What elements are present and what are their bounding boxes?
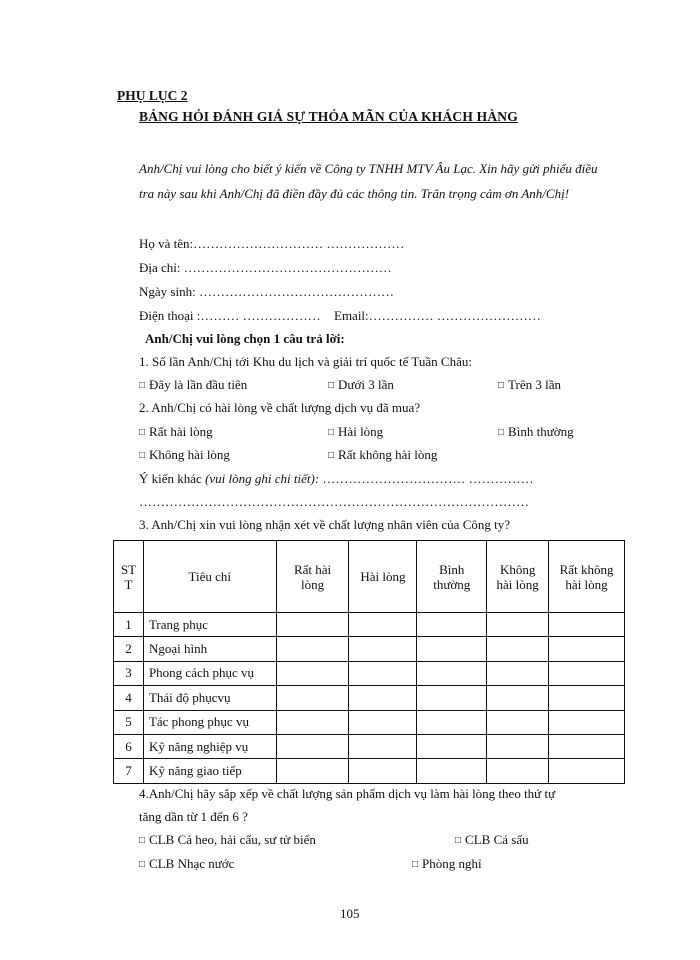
rating-cell[interactable] xyxy=(417,686,487,710)
header-not-satisfied: Không hài lòng xyxy=(487,541,549,613)
rating-cell[interactable] xyxy=(349,686,417,710)
checkbox-icon: □ xyxy=(139,380,146,391)
row-number: 7 xyxy=(114,759,144,783)
rating-cell[interactable] xyxy=(349,734,417,758)
rating-cell[interactable] xyxy=(417,637,487,661)
row-number: 6 xyxy=(114,734,144,758)
checkbox-icon: □ xyxy=(328,380,335,391)
header-normal: Bình thường xyxy=(417,541,487,613)
rating-cell[interactable] xyxy=(549,710,625,734)
option-label: Trên 3 lần xyxy=(508,377,562,392)
table-row xyxy=(114,661,625,685)
q1-option-under-3[interactable] xyxy=(328,377,394,395)
rating-cell[interactable] xyxy=(276,613,349,637)
phone-field[interactable]: Điện thoại :……… ……………… xyxy=(139,308,321,323)
table-row xyxy=(114,710,625,734)
question-3-text: 3. Anh/Chị xin vui lòng nhận xét về chất lượng nhân viên của Công ty? xyxy=(139,517,511,532)
checkbox-icon: □ xyxy=(455,835,462,846)
rating-cell[interactable] xyxy=(349,710,417,734)
option-label: Rất không hài lòng xyxy=(338,447,438,462)
row-criteria: Kỹ năng nghiệp vụ xyxy=(143,734,276,758)
rating-cell[interactable] xyxy=(549,734,625,758)
rating-cell[interactable] xyxy=(349,759,417,783)
option-label: Bình thường xyxy=(508,424,574,439)
rating-cell[interactable] xyxy=(349,637,417,661)
intro-paragraph: Anh/Chị vui lòng cho biết ý kiến về Công ty TNHH MTV Âu Lạc. Xin hãy gửi phiếu điều tra này sau khi Anh/Chị đã điền đầy đủ các thông tin. Trân trọng cảm ơn Anh/Chị! xyxy=(139,161,598,201)
q2-other-opinion-line-2[interactable]: ……………………………………………………………………………… xyxy=(139,494,529,509)
row-number: 4 xyxy=(114,686,144,710)
other-hint: (vui lòng ghi chi tiết): xyxy=(205,471,320,486)
row-criteria: Trang phục xyxy=(143,613,276,637)
row-number: 5 xyxy=(114,710,144,734)
row-criteria: Tác phong phục vụ xyxy=(143,710,276,734)
question-2-text: 2. Anh/Chị có hài lòng về chất lượng dịch vụ đã mua? xyxy=(139,400,421,415)
rating-cell[interactable] xyxy=(276,710,349,734)
address-field[interactable]: Địa chỉ: ………………………………………… xyxy=(139,260,392,275)
row-number: 1 xyxy=(114,613,144,637)
rating-cell[interactable] xyxy=(487,661,549,685)
row-criteria: Kỹ năng giao tiếp xyxy=(143,759,276,783)
checkbox-icon: □ xyxy=(139,450,146,461)
question-1-text: 1. Số lần Anh/Chị tới Khu du lịch và giải trí quốc tế Tuần Châu: xyxy=(139,354,472,369)
rating-cell[interactable] xyxy=(549,759,625,783)
rating-cell[interactable] xyxy=(549,661,625,685)
q4-option-dolphin-club[interactable] xyxy=(139,832,316,850)
q1-option-over-3[interactable] xyxy=(498,377,561,395)
header-stt: ST T xyxy=(114,541,144,613)
rating-cell[interactable] xyxy=(276,686,349,710)
option-label: Dưới 3 lần xyxy=(338,377,394,392)
rating-cell[interactable] xyxy=(487,734,549,758)
option-label: Phòng nghỉ xyxy=(422,856,482,871)
option-label: CLB Nhạc nước xyxy=(149,856,235,871)
form-title: BẢNG HỎI ĐÁNH GIÁ SỰ THỎA MÃN CỦA KHÁCH HÀNG xyxy=(139,109,518,124)
q4-option-room[interactable] xyxy=(412,856,482,874)
option-label: Đây là lần đầu tiên xyxy=(149,377,248,392)
checkbox-icon: □ xyxy=(139,859,146,870)
q4-option-water-music-club[interactable] xyxy=(139,856,234,874)
header-criteria: Tiêu chí xyxy=(143,541,276,613)
rating-cell[interactable] xyxy=(276,661,349,685)
option-label: CLB Cá sấu xyxy=(465,832,529,847)
q2-option-very-satisfied[interactable] xyxy=(139,424,213,442)
header-very-not-satisfied: Rất không hài lòng xyxy=(549,541,625,613)
row-number: 3 xyxy=(114,661,144,685)
row-criteria: Phong cách phục vụ xyxy=(143,661,276,685)
name-field[interactable]: Họ và tên:………………………… ……………… xyxy=(139,236,405,251)
rating-cell[interactable] xyxy=(487,759,549,783)
q2-option-normal[interactable] xyxy=(498,424,574,442)
q2-option-very-not-satisfied[interactable] xyxy=(328,447,437,465)
checkbox-icon: □ xyxy=(498,427,505,438)
appendix-label: PHỤ LỤC 2 xyxy=(117,88,188,103)
rating-cell[interactable] xyxy=(276,759,349,783)
rating-cell[interactable] xyxy=(417,759,487,783)
checkbox-icon: □ xyxy=(139,427,146,438)
table-row xyxy=(114,637,625,661)
rating-cell[interactable] xyxy=(417,734,487,758)
q2-other-opinion[interactable] xyxy=(139,471,534,487)
birthdate-field[interactable]: Ngày sinh: ……………………………………… xyxy=(139,284,394,299)
table-row xyxy=(114,613,625,637)
other-label: Ý kiến khác xyxy=(139,471,206,486)
option-label: Không hài lòng xyxy=(149,447,230,462)
q4-option-crocodile-club[interactable] xyxy=(455,832,529,850)
option-label: Hài lòng xyxy=(338,424,384,439)
checkbox-icon: □ xyxy=(139,835,146,846)
rating-cell[interactable] xyxy=(349,613,417,637)
instruction-text: Anh/Chị vui lòng chọn 1 câu trả lời: xyxy=(145,331,345,346)
rating-cell[interactable] xyxy=(417,661,487,685)
q2-option-satisfied[interactable] xyxy=(328,424,383,442)
checkbox-icon: □ xyxy=(328,427,335,438)
rating-cell[interactable] xyxy=(549,613,625,637)
option-label: Rất hài lòng xyxy=(149,424,213,439)
row-criteria: Thái độ phụcvụ xyxy=(143,686,276,710)
rating-cell[interactable] xyxy=(487,686,549,710)
row-criteria: Ngoại hình xyxy=(143,637,276,661)
question-4-text-line-2: tăng dần từ 1 đến 6 ? xyxy=(139,809,248,824)
checkbox-icon: □ xyxy=(412,859,419,870)
question-4-text-line-1: 4.Anh/Chị hãy sắp xếp về chất lượng sản phẩm dịch vụ làm hài lòng theo thứ tự xyxy=(139,786,556,801)
table-row xyxy=(114,759,625,783)
other-dots: …………………………… …………… xyxy=(319,471,534,486)
email-field[interactable]: Email:…………… …………………… xyxy=(334,308,541,323)
row-number: 2 xyxy=(114,637,144,661)
rating-cell[interactable] xyxy=(276,637,349,661)
table-header-row xyxy=(114,541,625,613)
rating-cell[interactable] xyxy=(487,637,549,661)
rating-cell[interactable] xyxy=(549,686,625,710)
header-satisfied: Hài lòng xyxy=(349,541,417,613)
option-label: CLB Cá heo, hải cẩu, sư tử biển xyxy=(149,832,316,847)
page-number: 105 xyxy=(340,906,360,921)
q1-option-first-time[interactable] xyxy=(139,377,247,395)
rating-cell[interactable] xyxy=(349,661,417,685)
rating-cell[interactable] xyxy=(487,613,549,637)
header-very-satisfied: Rất hài lòng xyxy=(276,541,349,613)
rating-cell[interactable] xyxy=(417,710,487,734)
table-row xyxy=(114,734,625,758)
rating-cell[interactable] xyxy=(417,613,487,637)
rating-cell[interactable] xyxy=(549,637,625,661)
q2-option-not-satisfied[interactable] xyxy=(139,447,230,465)
rating-cell[interactable] xyxy=(276,734,349,758)
checkbox-icon: □ xyxy=(328,450,335,461)
rating-cell[interactable] xyxy=(487,710,549,734)
evaluation-table xyxy=(113,540,625,784)
checkbox-icon: □ xyxy=(498,380,505,391)
table-row xyxy=(114,686,625,710)
